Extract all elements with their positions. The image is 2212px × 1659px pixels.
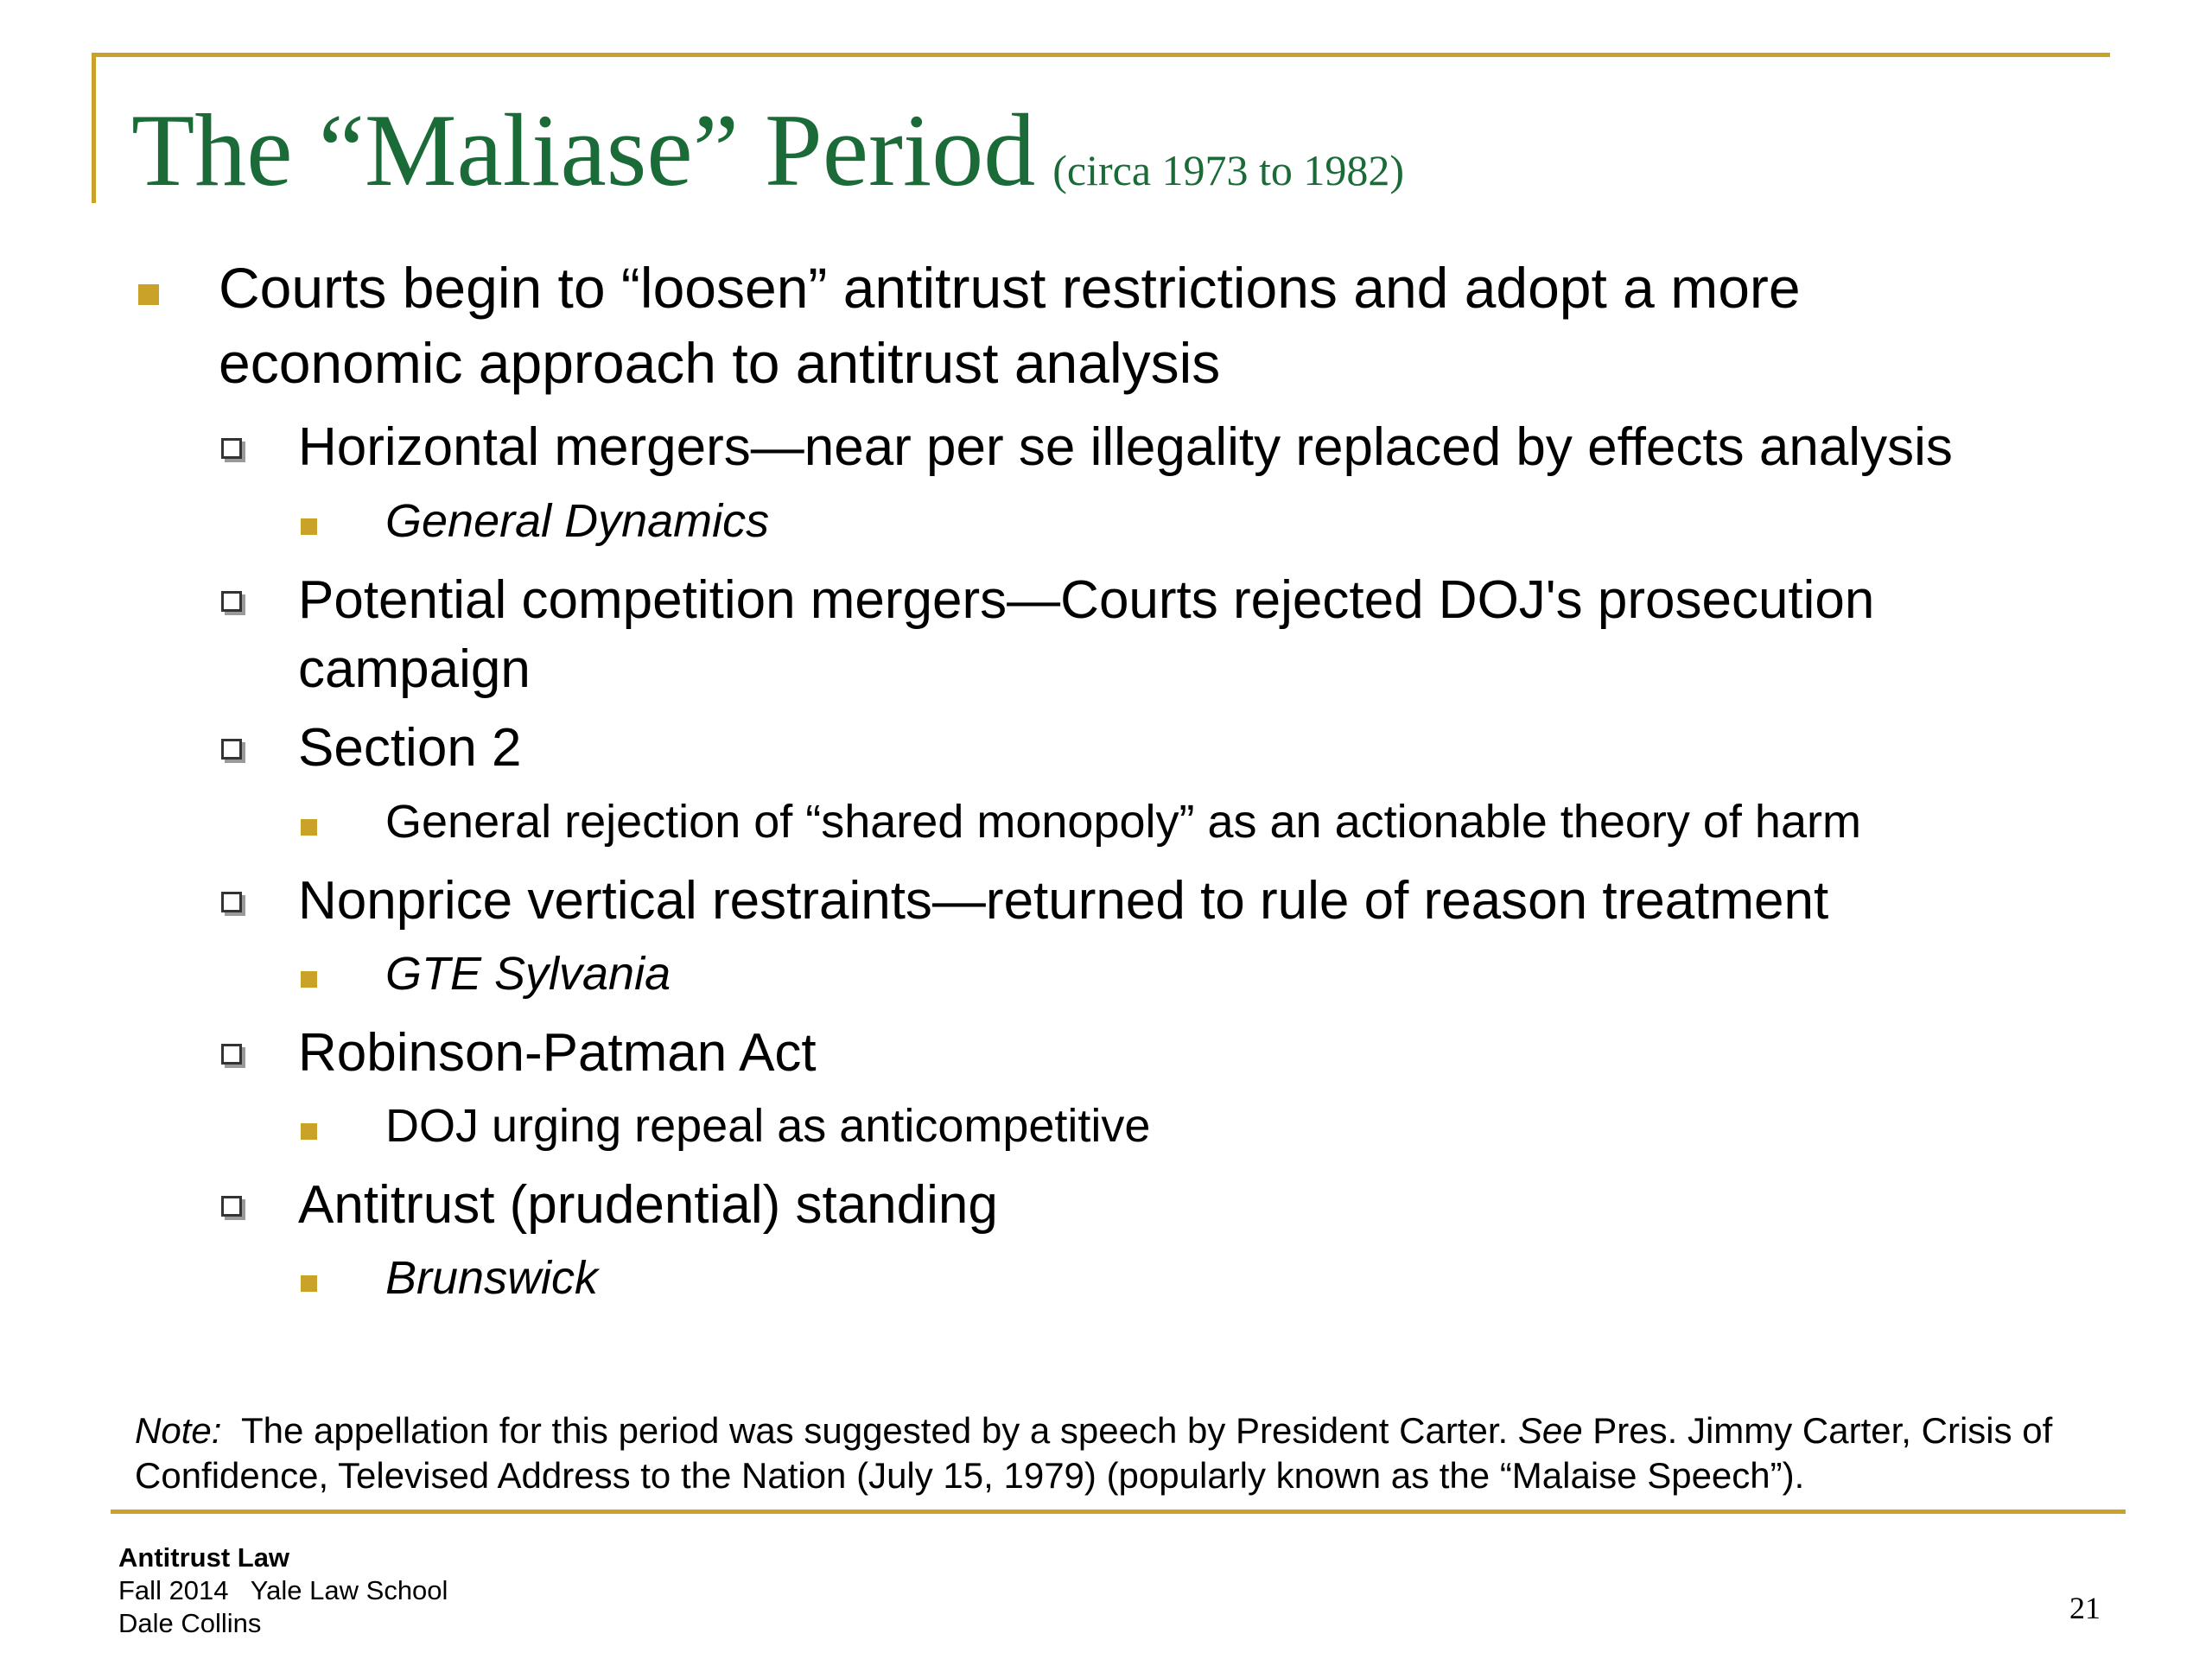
title-text: The “Maliase” Period (131, 92, 1036, 207)
bullet-level3-case: General Dynamics (385, 495, 770, 547)
footer-author: Dale Collins (118, 1608, 262, 1638)
square-bullet-icon (301, 518, 317, 535)
top-accent-rule (92, 53, 2110, 57)
note-text: The appellation for this period was suggested by a speech by President Carter. (240, 1410, 1509, 1451)
bullet-level2: Horizontal mergers—near per se illegality replaced by effects analysis (298, 417, 1953, 477)
bullet-level2: Nonprice vertical restraints—returned to rule of reason treatment (298, 871, 1829, 931)
bullet-level2: Section 2 (298, 718, 522, 778)
square-bullet-icon (301, 1275, 317, 1292)
footnote (135, 1408, 2113, 1498)
square-bullet-icon (301, 971, 317, 988)
left-accent-rule (92, 53, 96, 203)
bullet-level2: Robinson-Patman Act (298, 1023, 817, 1083)
note-citation: Pres. Jimmy Carter, Crisis of Confidence, Televised Address to the Nation (July 15, 1979) (popularly known as the “Malaise Speech”). (135, 1410, 2053, 1496)
bullet-level3: General rejection of “shared monopoly” as an actionable theory of harm (385, 796, 1861, 848)
hollow-square-bullet-icon (221, 892, 242, 912)
slide-subtitle: (circa 1973 to 1982) (1052, 146, 1405, 194)
bullet-level2: Antitrust (prudential) standing (298, 1175, 998, 1235)
square-bullet-icon (138, 284, 159, 305)
bullet-level2: Potential competition mergers—Courts rejected DOJ's prosecution campaign (298, 570, 1875, 699)
footer-course: Antitrust Law (118, 1542, 290, 1573)
footer-term-school: Fall 2014 Yale Law School (118, 1575, 448, 1605)
page-number: 21 (2069, 1591, 2101, 1625)
footer-divider (111, 1510, 2126, 1514)
note-see: See (1517, 1410, 1583, 1451)
bullet-level3-case: GTE Sylvania (385, 948, 671, 1000)
note-label: Note: (135, 1410, 222, 1451)
hollow-square-bullet-icon (221, 591, 242, 612)
bullet-level3-case: Brunswick (385, 1252, 599, 1304)
square-bullet-icon (301, 819, 317, 836)
bullet-level3: DOJ urging repeal as anticompetitive (385, 1100, 1151, 1152)
hollow-square-bullet-icon (221, 438, 242, 459)
bullet-level1: Courts begin to “loosen” antitrust restrictions and adopt a more economic approach to antitrust analysis (219, 256, 1801, 395)
hollow-square-bullet-icon (221, 1044, 242, 1065)
footer (118, 1541, 448, 1640)
hollow-square-bullet-icon (221, 1196, 242, 1217)
hollow-square-bullet-icon (221, 739, 242, 760)
square-bullet-icon (301, 1123, 317, 1140)
slide-title (131, 90, 1404, 231)
